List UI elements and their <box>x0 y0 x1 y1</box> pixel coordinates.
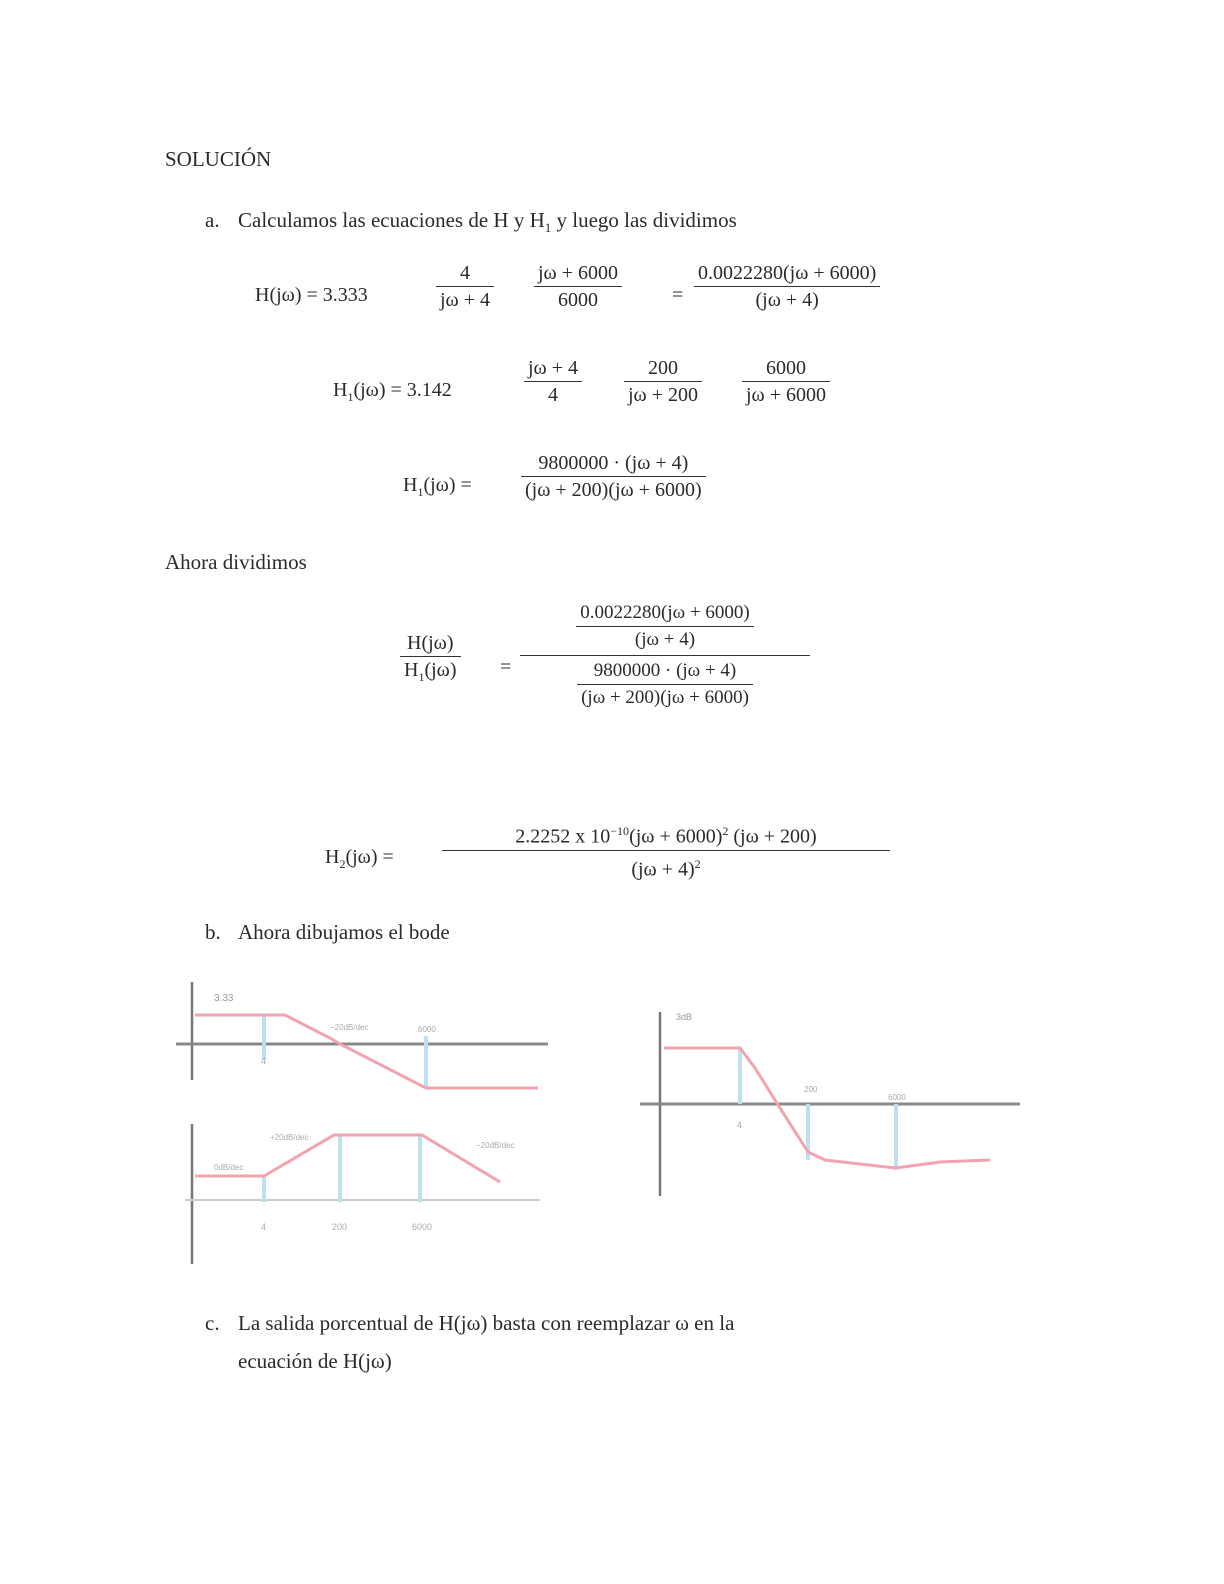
eq5-lhs-tail: (jω) = <box>345 846 394 868</box>
eq4-equals: = <box>500 656 512 678</box>
eq4-lhs-den-sub: 1 <box>418 670 425 684</box>
eq4-lhs-den-main: H <box>404 659 419 681</box>
eq1-f1-numerator: 4 <box>460 262 470 284</box>
label-down: −20dB/dec <box>476 1141 515 1150</box>
eq3-lhs-main: H <box>403 474 418 496</box>
part-a-text-sub: 1 <box>544 220 552 236</box>
eq5-den-main: (jω + 4) <box>631 858 695 881</box>
eq4-top-numerator: 0.0022280(jω + 6000) <box>580 602 750 623</box>
eq2-f1-numerator: jω + 4 <box>528 357 578 379</box>
label-end: 6000 <box>418 1025 436 1034</box>
eq5-num-exp2: 2 <box>722 824 729 838</box>
tick-label: 200 <box>332 1222 348 1232</box>
eq1-lhs: H(jω) = 3.333 <box>255 284 368 306</box>
label-start: 0dB/dec <box>214 1163 244 1172</box>
divide-text: Ahora dividimos <box>165 550 307 574</box>
eq2-lhs-main: H <box>333 379 348 401</box>
eq5-lhs-sub: 2 <box>339 857 346 871</box>
label-up: +20dB/dec <box>270 1133 309 1142</box>
eq5-num-c: (jω + 200) <box>733 825 817 848</box>
eq2-f1-denominator: 4 <box>548 384 558 406</box>
eq5-num-b: (jω + 6000) <box>629 825 723 848</box>
eq1-f2-denominator: 6000 <box>558 289 598 311</box>
part-a-text-tail: y luego las dividimos <box>551 208 737 232</box>
part-a-marker: a. <box>205 208 220 232</box>
part-c-marker: c. <box>205 1311 220 1335</box>
tick-label: 4 <box>737 1120 743 1130</box>
label-start: 3.33 <box>214 993 234 1004</box>
eq3-lhs-sub: 1 <box>417 485 424 499</box>
label-end: 6000 <box>888 1093 906 1102</box>
eq4-lhs-numerator: H(jω) <box>407 632 454 654</box>
part-c-line-1: La salida porcentual de H(jω) basta con reemplazar ω en la <box>238 1311 735 1335</box>
part-c-line-2: ecuación de H(jω) <box>238 1349 392 1373</box>
eq2-f2-denominator: jω + 200 <box>628 384 698 406</box>
eq5-lhs-main: H <box>325 846 340 868</box>
tick-label: 4 <box>261 1056 267 1066</box>
label-start: 3dB <box>676 1012 693 1022</box>
eq3-denominator: (jω + 200)(jω + 6000) <box>525 479 702 501</box>
eq1-f2-numerator: jω + 6000 <box>538 262 618 284</box>
eq4-lhs-den-tail: (jω) <box>424 659 457 681</box>
eq1-f1-denominator: jω + 4 <box>440 289 490 311</box>
eq5-num-exp: −10 <box>610 824 630 838</box>
eq3-lhs-tail: (jω) = <box>423 474 472 496</box>
part-b-text: Ahora dibujamos el bode <box>238 920 450 944</box>
eq1-f3-denominator: (jω + 4) <box>755 289 819 311</box>
eq2-lhs-tail: (jω) = 3.142 <box>353 379 452 401</box>
part-b-marker: b. <box>205 920 221 944</box>
plot-right <box>640 1012 1020 1196</box>
eq2-f3-denominator: jω + 6000 <box>746 384 826 406</box>
eq1-f3-numerator: 0.0022280(jω + 6000) <box>698 262 877 284</box>
eq2-f2-numerator: 200 <box>648 357 678 379</box>
part-a-text-main: Calculamos las ecuaciones de H y H <box>238 208 545 232</box>
eq1-equals: = <box>672 284 684 306</box>
eq4-bottom-numerator: 9800000 · (jω + 4) <box>593 660 737 681</box>
label-mid: 200 <box>804 1085 818 1094</box>
eq4-bottom-denominator: (jω + 200)(jω + 6000) <box>581 687 749 708</box>
magnitude-curve <box>664 1048 990 1168</box>
eq4-top-denominator: (jω + 4) <box>634 629 696 650</box>
plot-left-top <box>176 982 548 1088</box>
magnitude-curve <box>195 1135 500 1182</box>
tick-label: 6000 <box>412 1222 433 1232</box>
eq5-num-coef: 2.2252 x 10 <box>515 825 611 848</box>
section-heading: SOLUCIÓN <box>165 147 272 171</box>
eq2-f3-numerator: 6000 <box>766 357 806 379</box>
eq5-den-exp: 2 <box>694 856 701 871</box>
eq3-numerator: 9800000 · (jω + 4) <box>538 452 689 474</box>
plot-left-bottom <box>185 1124 540 1264</box>
tick-label: 4 <box>261 1222 267 1232</box>
eq2-lhs-sub: 1 <box>347 390 354 404</box>
label-mid: −20dB/dec <box>330 1023 369 1032</box>
